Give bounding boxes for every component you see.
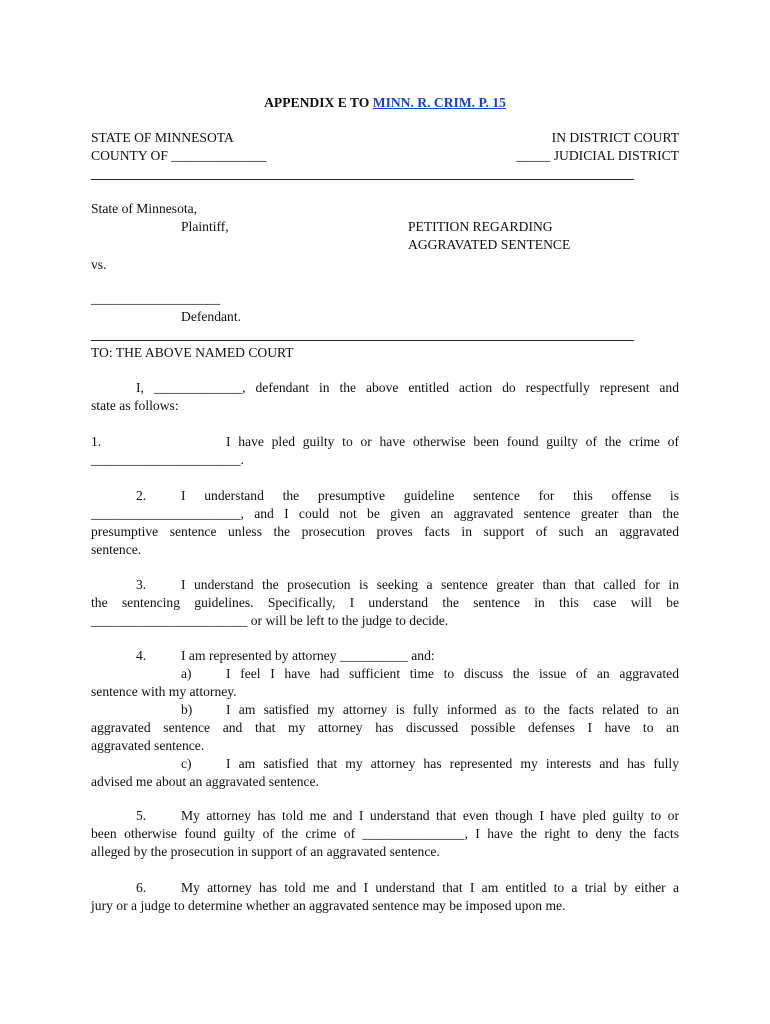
- paragraph-1-line-1: I have pled guilty to or have otherwise been found guilty of the crime of: [226, 434, 679, 449]
- paragraph-5-number: 5.: [136, 808, 147, 823]
- paragraph-5-line-1: My attorney has told me and I understand that even though I have pled guilty to or: [181, 808, 679, 823]
- intro-line-2: state as follows:: [91, 398, 179, 413]
- paragraph-3-line-3: _______________________ or will be left to the judge to decide.: [91, 613, 449, 628]
- divider-top: [91, 179, 634, 180]
- paragraph-1-line-2: ______________________.: [91, 452, 244, 467]
- state-label: STATE OF MINNESOTA: [91, 130, 234, 145]
- paragraph-3: [91, 576, 679, 630]
- document-heading: [0, 94, 770, 112]
- subitem-a-line-2: sentence with my attorney.: [91, 684, 237, 699]
- rule-link[interactable]: MINN. R. CRIM. P. 15: [372, 95, 506, 110]
- paragraph-6-line-1: My attorney has told me and I understand that I am entitled to a trial by either a: [181, 880, 679, 895]
- petition-title-line1: PETITION REGARDING: [408, 219, 553, 234]
- intro-paragraph: [91, 379, 679, 415]
- subitem-c-label: c): [181, 756, 192, 771]
- subitem-b-label: b): [181, 702, 193, 717]
- paragraph-3-line-2: the sentencing guidelines. Specifically, I understand the sentence in this case will be: [91, 595, 679, 610]
- paragraph-1: [91, 433, 679, 469]
- subitem-c-line-2: advised me about an aggravated sentence.: [91, 774, 319, 789]
- subitem-a-line-1: I feel I have had sufficient time to discuss the issue of an aggravated: [226, 666, 679, 681]
- plaintiff-name: State of Minnesota,: [91, 201, 198, 216]
- plaintiff-role: Plaintiff,: [181, 219, 229, 234]
- paragraph-4-line-1: I am represented by attorney __________ and:: [181, 648, 435, 663]
- paragraph-2-line-2: ______________________, and I could not be given an aggravated sentence greater than the: [91, 506, 679, 521]
- subitem-b-line-2: aggravated sentence and that my attorney has discussed possible defenses I have to an: [91, 720, 679, 735]
- paragraph-2: [91, 487, 679, 559]
- paragraph-5-line-3: alleged by the prosecution in support of an aggravated sentence.: [91, 844, 440, 859]
- subitem-c-line-1: I am satisfied that my attorney has represented my interests and has fully: [226, 756, 679, 771]
- paragraph-6-line-2: jury or a judge to determine whether an aggravated sentence may be imposed upon me.: [91, 898, 566, 913]
- subitem-b-line-1: I am satisfied my attorney is fully informed as to the facts related to an: [226, 702, 679, 717]
- paragraph-2-line-4: sentence.: [91, 542, 142, 557]
- versus-label: vs.: [91, 257, 107, 272]
- county-field: COUNTY OF ______________: [91, 148, 267, 163]
- paragraph-2-line-3: presumptive sentence unless the prosecution proves facts in support of such an aggravated: [91, 524, 679, 539]
- paragraph-3-line-1: I understand the prosecution is seeking a sentence greater than that called for in: [181, 577, 679, 592]
- paragraph-6: [91, 879, 679, 915]
- paragraph-2-line-1: I understand the presumptive guideline sentence for this offense is: [181, 488, 679, 503]
- court-label: IN DISTRICT COURT: [551, 130, 679, 145]
- intro-line-1: I, _____________, defendant in the above entitled action do respectfully represent and: [136, 380, 679, 395]
- paragraph-2-number: 2.: [136, 488, 147, 503]
- district-field: _____ JUDICIAL DISTRICT: [516, 148, 679, 163]
- petition-title-line2: AGGRAVATED SENTENCE: [408, 237, 571, 252]
- paragraph-5-line-2: been otherwise found guilty of the crime of _______________, I have the right to deny the facts: [91, 826, 679, 841]
- divider-bottom: [91, 340, 634, 341]
- paragraph-4: [91, 647, 679, 791]
- defendant-name-field: ___________________: [91, 291, 221, 306]
- paragraph-1-number: 1.: [91, 434, 102, 449]
- paragraph-4-number: 4.: [136, 648, 147, 663]
- defendant-role: Defendant.: [181, 309, 242, 324]
- subitem-b-line-3: aggravated sentence.: [91, 738, 205, 753]
- paragraph-5: [91, 807, 679, 861]
- paragraph-6-number: 6.: [136, 880, 147, 895]
- subitem-a-label: a): [181, 666, 192, 681]
- to-court-heading: TO: THE ABOVE NAMED COURT: [91, 345, 294, 360]
- heading-prefix: APPENDIX E TO: [264, 95, 373, 110]
- paragraph-3-number: 3.: [136, 577, 147, 592]
